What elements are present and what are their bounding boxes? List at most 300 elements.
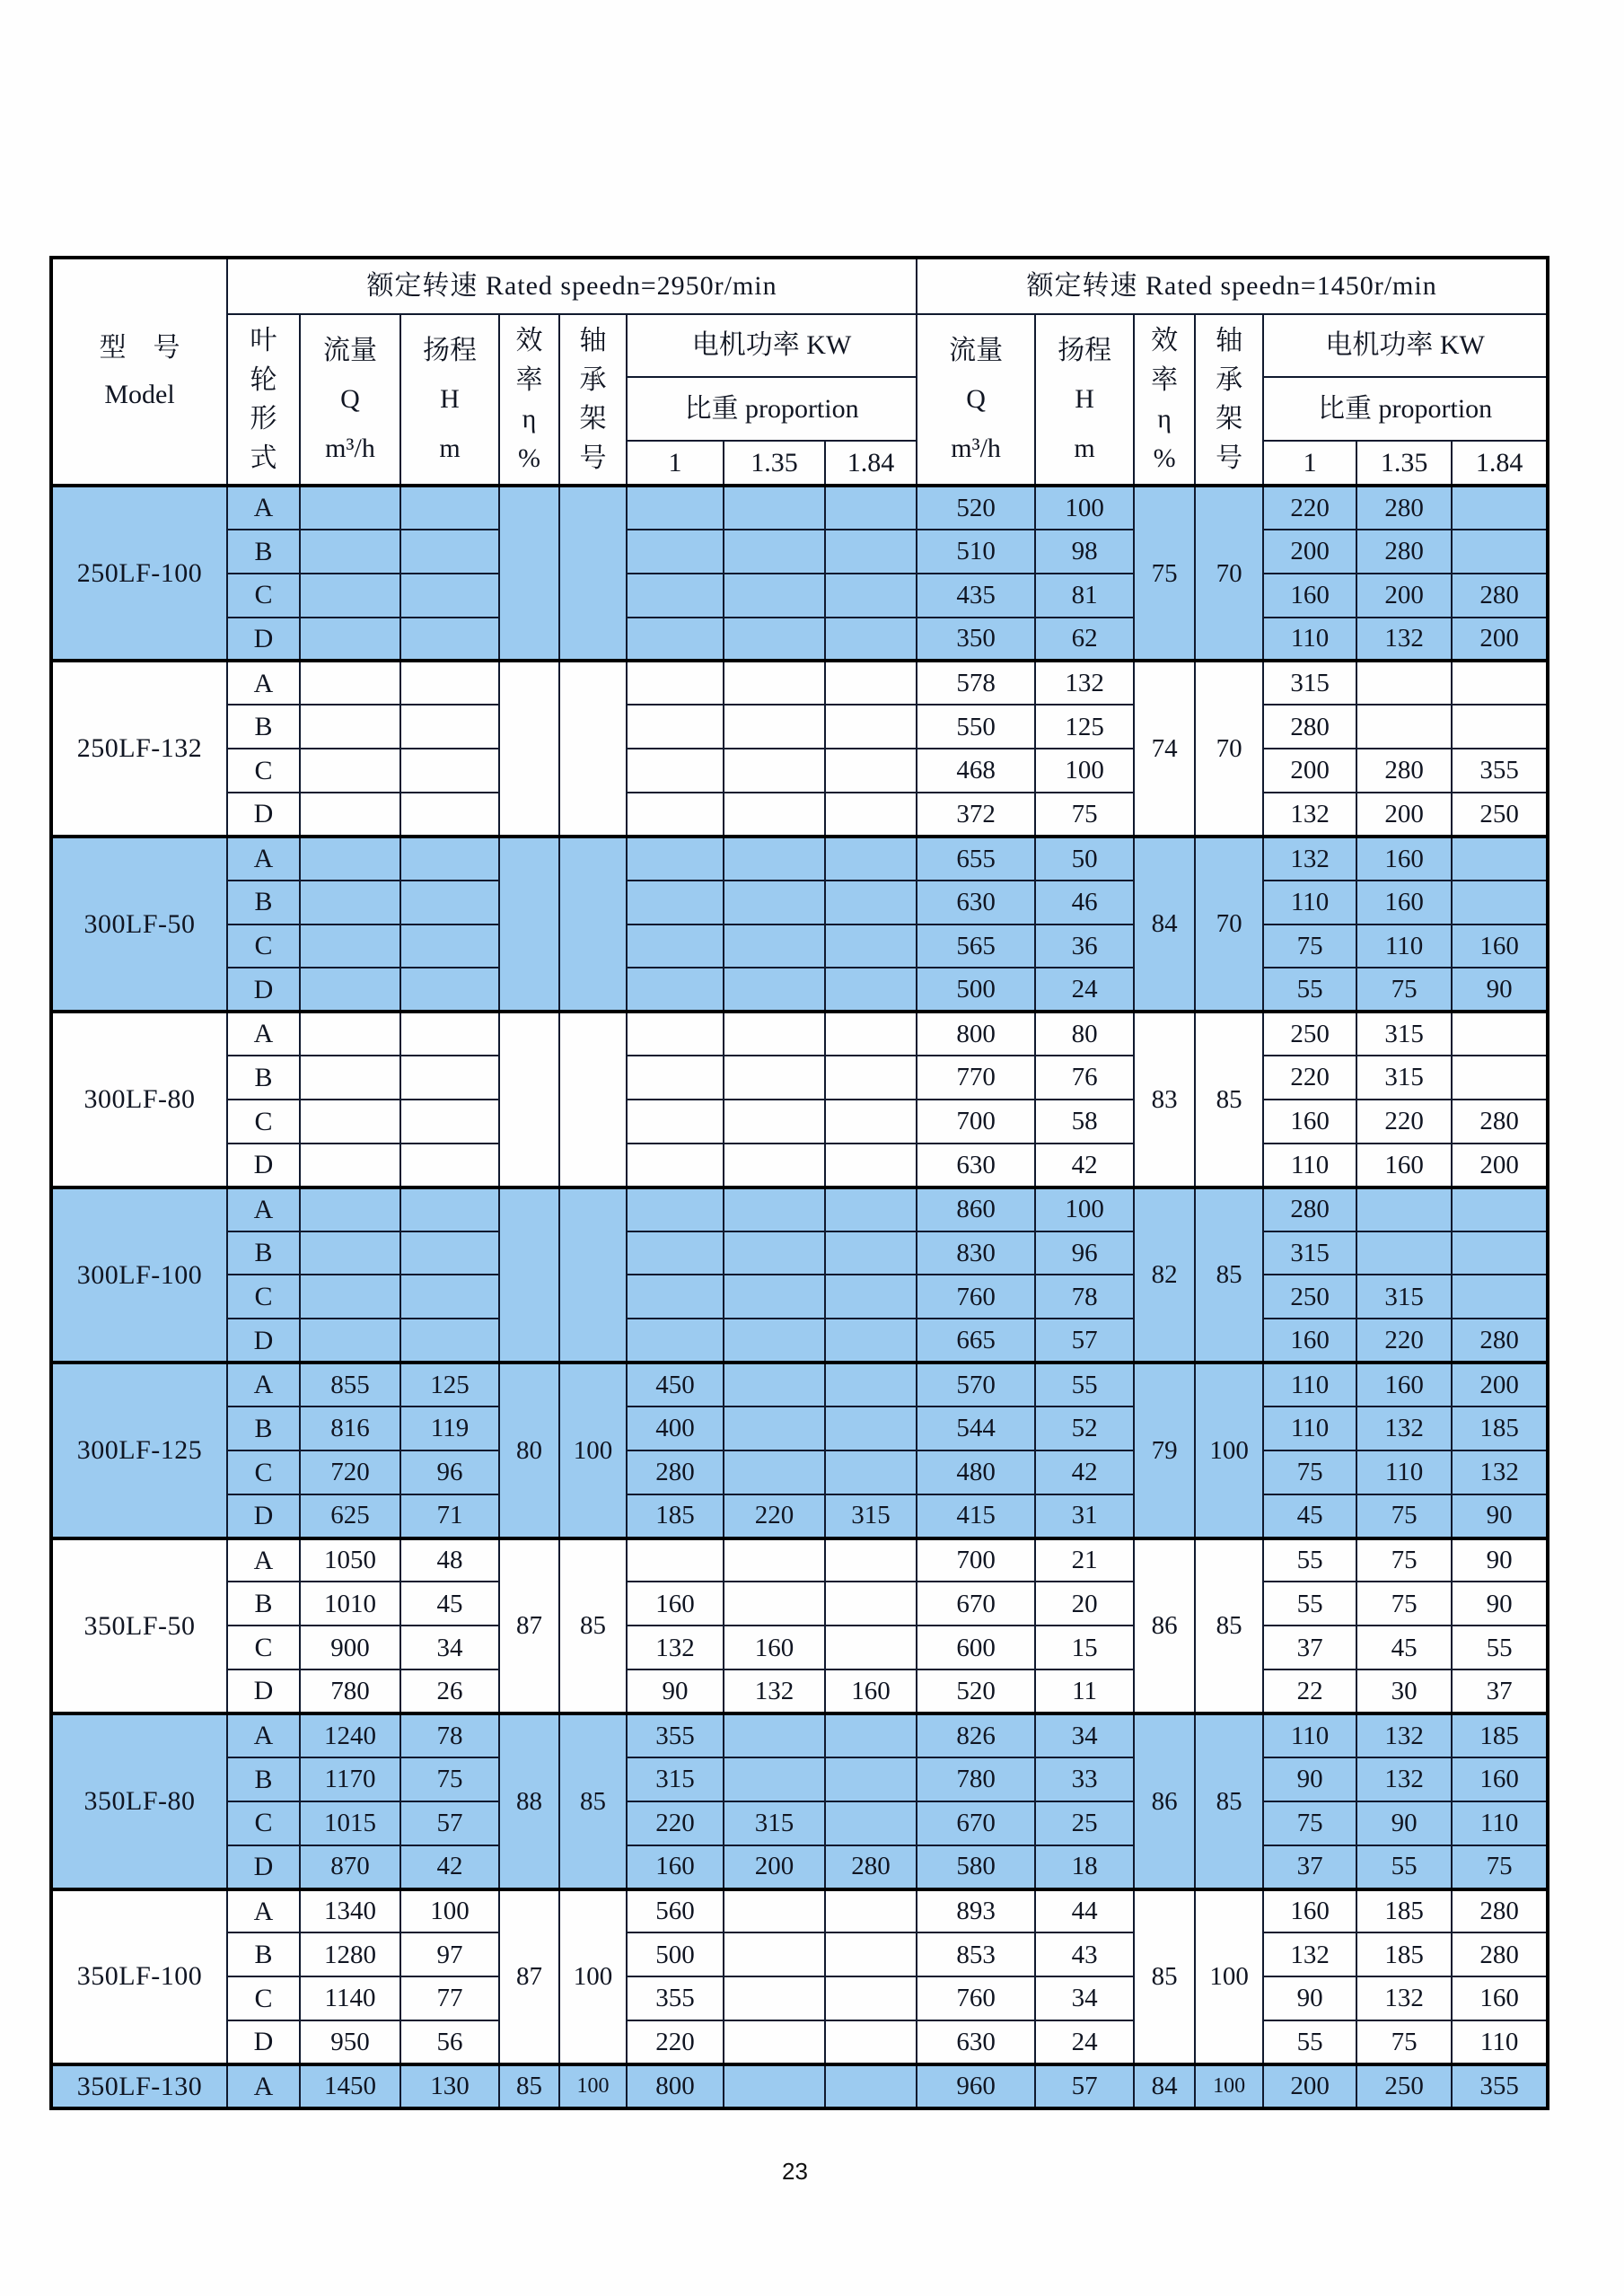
power-cell: 110 — [1263, 1713, 1356, 1757]
header-head-zh: 扬程 — [423, 335, 477, 365]
header-bearing-right — [1195, 314, 1263, 486]
power-cell: 132 — [1356, 618, 1452, 662]
flow-cell: 544 — [917, 1407, 1035, 1450]
power-cell: 132 — [1356, 1713, 1452, 1757]
power-cell — [825, 1801, 917, 1845]
power-cell: 800 — [627, 2064, 724, 2108]
power-cell: 250 — [1356, 2064, 1452, 2108]
impeller-cell: A — [227, 486, 300, 530]
impeller-cell: D — [227, 618, 300, 662]
head-cell — [400, 837, 499, 881]
efficiency-cell: 84 — [1134, 837, 1195, 1012]
header-bearing-char: 号 — [579, 443, 607, 473]
flow-cell: 1050 — [300, 1538, 400, 1582]
table-row — [51, 2020, 1548, 2064]
efficiency-cell: 85 — [499, 2064, 559, 2108]
table-row — [51, 1494, 1548, 1538]
flow-cell: 565 — [917, 925, 1035, 968]
efficiency-cell: 75 — [1134, 486, 1195, 661]
impeller-cell: B — [227, 1932, 300, 1976]
bearing-cell: 100 — [1195, 1889, 1263, 2064]
head-cell: 26 — [400, 1669, 499, 1713]
head-cell: 132 — [1035, 661, 1134, 705]
flow-cell — [300, 1319, 400, 1363]
power-cell — [1452, 1275, 1548, 1319]
table-row — [51, 1538, 1548, 1582]
power-cell — [724, 1363, 825, 1407]
flow-cell — [300, 837, 400, 881]
power-cell: 75 — [1356, 1494, 1452, 1538]
header-impeller-char: 叶 — [250, 326, 277, 355]
power-cell: 355 — [1452, 749, 1548, 793]
power-cell — [724, 1100, 825, 1144]
impeller-cell: B — [227, 1231, 300, 1275]
flow-cell: 670 — [917, 1582, 1035, 1626]
table-row — [51, 1450, 1548, 1494]
table-row — [51, 2064, 1548, 2108]
power-cell — [627, 749, 724, 793]
power-cell: 45 — [1356, 1626, 1452, 1669]
head-cell: 15 — [1035, 1626, 1134, 1669]
header-flow-zh: 流量 — [949, 335, 1004, 365]
power-cell — [1452, 837, 1548, 881]
flow-cell: 760 — [917, 1976, 1035, 2020]
power-cell — [825, 1713, 917, 1757]
power-cell — [825, 1538, 917, 1582]
impeller-cell: A — [227, 1363, 300, 1407]
table-row — [51, 925, 1548, 968]
power-cell: 280 — [1452, 1100, 1548, 1144]
power-cell — [825, 486, 917, 530]
flow-cell: 468 — [917, 749, 1035, 793]
power-cell — [724, 1407, 825, 1450]
flow-cell: 655 — [917, 837, 1035, 881]
flow-cell: 700 — [917, 1100, 1035, 1144]
page-number: 23 — [782, 2158, 808, 2185]
impeller-cell: C — [227, 1275, 300, 1319]
flow-cell: 665 — [917, 1319, 1035, 1363]
power-cell: 90 — [1452, 1538, 1548, 1582]
head-cell: 42 — [1035, 1450, 1134, 1494]
power-cell — [825, 705, 917, 749]
head-cell: 100 — [1035, 486, 1134, 530]
header-bearing-char: 架 — [1216, 404, 1243, 434]
power-cell — [627, 530, 724, 574]
power-cell — [724, 1450, 825, 1494]
flow-cell: 1280 — [300, 1932, 400, 1976]
impeller-cell: D — [227, 968, 300, 1012]
table-row — [51, 1231, 1548, 1275]
head-cell — [400, 1319, 499, 1363]
power-cell: 315 — [1263, 661, 1356, 705]
flow-cell: 870 — [300, 1845, 400, 1889]
power-cell — [1356, 1231, 1452, 1275]
power-cell — [825, 1626, 917, 1669]
model-cell: 250LF-132 — [51, 661, 227, 836]
power-cell: 280 — [1452, 1932, 1548, 1976]
power-cell: 200 — [1356, 574, 1452, 618]
power-cell: 315 — [1356, 1012, 1452, 1056]
power-cell: 110 — [1452, 1801, 1548, 1845]
power-cell: 160 — [1263, 1100, 1356, 1144]
power-cell: 315 — [825, 1494, 917, 1538]
table-row — [51, 1187, 1548, 1231]
bearing-cell: 85 — [1195, 1713, 1263, 1889]
header-bearing-char: 承 — [579, 364, 607, 395]
header-ratio-135-left: 1.35 — [724, 441, 825, 486]
power-cell: 220 — [627, 1801, 724, 1845]
bearing-cell — [559, 661, 627, 836]
power-cell: 37 — [1263, 1626, 1356, 1669]
power-cell: 280 — [1452, 1889, 1548, 1933]
power-cell: 280 — [1356, 749, 1452, 793]
flow-cell — [300, 749, 400, 793]
model-cell: 300LF-50 — [51, 837, 227, 1012]
power-cell: 200 — [1263, 749, 1356, 793]
power-cell: 200 — [724, 1845, 825, 1889]
power-cell: 200 — [1356, 793, 1452, 837]
table-row — [51, 1757, 1548, 1801]
flow-cell: 960 — [917, 2064, 1035, 2108]
flow-cell: 780 — [917, 1757, 1035, 1801]
power-cell — [627, 574, 724, 618]
header-head-unit: m — [1074, 433, 1095, 463]
flow-cell: 816 — [300, 1407, 400, 1450]
header-flow-left — [300, 314, 400, 486]
power-cell — [825, 574, 917, 618]
header-impeller-char: 轮 — [250, 364, 277, 395]
bearing-cell: 70 — [1195, 837, 1263, 1012]
header-motor-power-left: 电机功率 KW — [627, 314, 917, 377]
flow-cell — [300, 1012, 400, 1056]
efficiency-cell: 82 — [1134, 1187, 1195, 1363]
power-cell — [724, 2020, 825, 2064]
bearing-cell: 85 — [559, 1538, 627, 1713]
power-cell: 132 — [1452, 1450, 1548, 1494]
header-eff-percent: % — [518, 443, 540, 473]
head-cell — [400, 968, 499, 1012]
bearing-cell — [559, 1187, 627, 1363]
power-cell — [1452, 530, 1548, 574]
head-cell — [400, 1100, 499, 1144]
header-eff-char: 率 — [515, 364, 543, 395]
flow-cell: 510 — [917, 530, 1035, 574]
head-cell: 125 — [1035, 705, 1134, 749]
head-cell: 100 — [400, 1889, 499, 1933]
power-cell — [724, 1319, 825, 1363]
power-cell: 55 — [1356, 1845, 1452, 1889]
power-cell: 55 — [1263, 968, 1356, 1012]
power-cell — [825, 1976, 917, 2020]
model-cell: 350LF-50 — [51, 1538, 227, 1713]
header-rated-speed-2950: 额定转速 Rated speedn=2950r/min — [227, 258, 917, 314]
impeller-cell: A — [227, 1187, 300, 1231]
head-cell: 25 — [1035, 1801, 1134, 1845]
power-cell: 132 — [1356, 1757, 1452, 1801]
flow-cell: 1240 — [300, 1713, 400, 1757]
table-row — [51, 1407, 1548, 1450]
flow-cell: 826 — [917, 1713, 1035, 1757]
impeller-cell: D — [227, 1319, 300, 1363]
table-row — [51, 1582, 1548, 1626]
power-cell — [627, 1187, 724, 1231]
power-cell — [825, 749, 917, 793]
model-cell: 300LF-125 — [51, 1363, 227, 1538]
power-cell: 355 — [1452, 2064, 1548, 2108]
power-cell: 315 — [627, 1757, 724, 1801]
power-cell — [627, 881, 724, 925]
power-cell: 185 — [1356, 1932, 1452, 1976]
flow-cell — [300, 1187, 400, 1231]
table-row — [51, 1626, 1548, 1669]
head-cell: 75 — [1035, 793, 1134, 837]
efficiency-cell — [499, 661, 559, 836]
flow-cell: 630 — [917, 2020, 1035, 2064]
head-cell: 18 — [1035, 1845, 1134, 1889]
efficiency-cell: 80 — [499, 1363, 559, 1538]
header-flow-symbol: Q — [340, 384, 360, 415]
bearing-cell — [559, 837, 627, 1012]
power-cell — [825, 1582, 917, 1626]
table-row — [51, 1713, 1548, 1757]
power-cell: 400 — [627, 1407, 724, 1450]
power-cell: 160 — [1356, 1144, 1452, 1187]
header-bearing-char: 轴 — [1216, 326, 1243, 355]
power-cell: 315 — [724, 1801, 825, 1845]
flow-cell: 630 — [917, 881, 1035, 925]
head-cell: 55 — [1035, 1363, 1134, 1407]
head-cell: 100 — [1035, 1187, 1134, 1231]
flow-cell — [300, 530, 400, 574]
power-cell — [627, 793, 724, 837]
table-row — [51, 1801, 1548, 1845]
power-cell — [1452, 661, 1548, 705]
head-cell: 45 — [400, 1582, 499, 1626]
power-cell: 22 — [1263, 1669, 1356, 1713]
head-cell: 44 — [1035, 1889, 1134, 1933]
flow-cell: 860 — [917, 1187, 1035, 1231]
power-cell — [825, 1363, 917, 1407]
power-cell — [825, 1012, 917, 1056]
efficiency-cell — [499, 1187, 559, 1363]
power-cell: 75 — [1263, 1801, 1356, 1845]
power-cell: 132 — [1263, 1932, 1356, 1976]
impeller-cell: A — [227, 1889, 300, 1933]
power-cell: 250 — [1452, 793, 1548, 837]
flow-cell — [300, 925, 400, 968]
impeller-cell: A — [227, 661, 300, 705]
power-cell: 90 — [627, 1669, 724, 1713]
power-cell: 90 — [1452, 1582, 1548, 1626]
head-cell: 52 — [1035, 1407, 1134, 1450]
model-cell: 350LF-100 — [51, 1889, 227, 2064]
efficiency-cell — [499, 1012, 559, 1187]
head-cell: 78 — [400, 1713, 499, 1757]
power-cell: 160 — [1452, 1757, 1548, 1801]
efficiency-cell: 86 — [1134, 1538, 1195, 1713]
impeller-cell: C — [227, 749, 300, 793]
power-cell: 75 — [1356, 1538, 1452, 1582]
flow-cell — [300, 661, 400, 705]
power-cell — [724, 661, 825, 705]
power-cell: 280 — [1356, 530, 1452, 574]
head-cell — [400, 574, 499, 618]
header-bearing-char: 承 — [1216, 364, 1243, 395]
flow-cell: 1015 — [300, 1801, 400, 1845]
power-cell: 160 — [1263, 1319, 1356, 1363]
power-cell — [724, 1187, 825, 1231]
efficiency-cell — [499, 837, 559, 1012]
power-cell: 200 — [1452, 618, 1548, 662]
power-cell: 45 — [1263, 1494, 1356, 1538]
table-row — [51, 486, 1548, 530]
power-cell: 90 — [1263, 1976, 1356, 2020]
bearing-cell: 70 — [1195, 661, 1263, 836]
power-cell — [724, 1144, 825, 1187]
table-row — [51, 749, 1548, 793]
flow-cell: 578 — [917, 661, 1035, 705]
head-cell: 119 — [400, 1407, 499, 1450]
impeller-cell: B — [227, 1407, 300, 1450]
power-cell — [825, 2064, 917, 2108]
efficiency-cell: 85 — [1134, 1889, 1195, 2064]
power-cell: 185 — [627, 1494, 724, 1538]
head-cell — [400, 925, 499, 968]
flow-cell: 1140 — [300, 1976, 400, 2020]
head-cell: 98 — [1035, 530, 1134, 574]
power-cell — [825, 793, 917, 837]
header-impeller-form — [227, 314, 300, 486]
head-cell: 56 — [400, 2020, 499, 2064]
table-row — [51, 1100, 1548, 1144]
power-cell: 280 — [1356, 486, 1452, 530]
header-ratio-184-left: 1.84 — [825, 441, 917, 486]
header-eff-char: 率 — [1151, 364, 1179, 395]
header-model — [51, 258, 227, 486]
header-ratio-1-left: 1 — [627, 441, 724, 486]
header-proportion-left: 比重 proportion — [627, 377, 917, 441]
power-cell — [1452, 705, 1548, 749]
power-cell: 30 — [1356, 1669, 1452, 1713]
power-cell — [1452, 486, 1548, 530]
header-head-symbol: H — [1075, 384, 1094, 415]
impeller-cell: D — [227, 793, 300, 837]
head-cell: 42 — [1035, 1144, 1134, 1187]
head-cell: 75 — [400, 1757, 499, 1801]
header-bearing-char: 架 — [579, 404, 607, 434]
head-cell: 34 — [1035, 1713, 1134, 1757]
power-cell — [724, 925, 825, 968]
power-cell — [627, 1100, 724, 1144]
power-cell — [627, 837, 724, 881]
power-cell — [825, 1100, 917, 1144]
power-cell: 280 — [627, 1450, 724, 1494]
header-eff-char: 效 — [1151, 326, 1179, 355]
power-cell: 280 — [1263, 705, 1356, 749]
power-cell: 200 — [1452, 1144, 1548, 1187]
flow-cell: 520 — [917, 486, 1035, 530]
power-cell — [1356, 661, 1452, 705]
power-cell — [825, 2020, 917, 2064]
head-cell: 62 — [1035, 618, 1134, 662]
power-cell: 75 — [1452, 1845, 1548, 1889]
head-cell: 71 — [400, 1494, 499, 1538]
header-model-zh: 型 号 — [99, 332, 180, 363]
power-cell — [825, 1144, 917, 1187]
power-cell: 110 — [1263, 1407, 1356, 1450]
power-cell: 110 — [1263, 881, 1356, 925]
power-cell — [724, 793, 825, 837]
flow-cell: 700 — [917, 1538, 1035, 1582]
impeller-cell: A — [227, 1713, 300, 1757]
power-cell: 75 — [1356, 1582, 1452, 1626]
power-cell: 160 — [724, 1626, 825, 1669]
flow-cell: 500 — [917, 968, 1035, 1012]
flow-cell: 760 — [917, 1275, 1035, 1319]
power-cell — [724, 1932, 825, 1976]
flow-cell: 770 — [917, 1056, 1035, 1100]
power-cell — [627, 1144, 724, 1187]
flow-cell: 950 — [300, 2020, 400, 2064]
header-bearing-char: 轴 — [579, 326, 607, 355]
impeller-cell: C — [227, 574, 300, 618]
power-cell — [724, 2064, 825, 2108]
impeller-cell: A — [227, 2064, 300, 2108]
impeller-cell: D — [227, 1845, 300, 1889]
flow-cell: 855 — [300, 1363, 400, 1407]
power-cell: 560 — [627, 1889, 724, 1933]
power-cell: 132 — [724, 1669, 825, 1713]
head-cell: 50 — [1035, 837, 1134, 881]
power-cell — [1452, 1187, 1548, 1231]
flow-cell: 415 — [917, 1494, 1035, 1538]
power-cell: 250 — [1263, 1012, 1356, 1056]
bearing-cell — [559, 486, 627, 661]
power-cell: 200 — [1452, 1363, 1548, 1407]
impeller-cell: C — [227, 1450, 300, 1494]
flow-cell: 435 — [917, 574, 1035, 618]
flow-cell: 1450 — [300, 2064, 400, 2108]
power-cell: 160 — [1263, 1889, 1356, 1933]
head-cell — [400, 749, 499, 793]
power-cell: 220 — [1356, 1100, 1452, 1144]
efficiency-cell: 84 — [1134, 2064, 1195, 2108]
power-cell: 160 — [1452, 925, 1548, 968]
flow-cell — [300, 1275, 400, 1319]
impeller-cell: D — [227, 1494, 300, 1538]
table-row — [51, 574, 1548, 618]
impeller-cell: B — [227, 1757, 300, 1801]
power-cell — [724, 574, 825, 618]
power-cell — [724, 486, 825, 530]
impeller-cell: C — [227, 925, 300, 968]
head-cell — [400, 1231, 499, 1275]
model-cell: 300LF-80 — [51, 1012, 227, 1187]
header-flow-right — [917, 314, 1035, 486]
power-cell: 110 — [1263, 1144, 1356, 1187]
power-cell — [627, 1275, 724, 1319]
power-cell — [724, 1757, 825, 1801]
flow-cell — [300, 618, 400, 662]
bearing-cell: 70 — [1195, 486, 1263, 661]
efficiency-cell: 79 — [1134, 1363, 1195, 1538]
table-row — [51, 1056, 1548, 1100]
bearing-cell: 85 — [559, 1713, 627, 1889]
power-cell: 132 — [627, 1626, 724, 1669]
power-cell — [825, 1407, 917, 1450]
table-row — [51, 530, 1548, 574]
header-bearing-left — [559, 314, 627, 486]
